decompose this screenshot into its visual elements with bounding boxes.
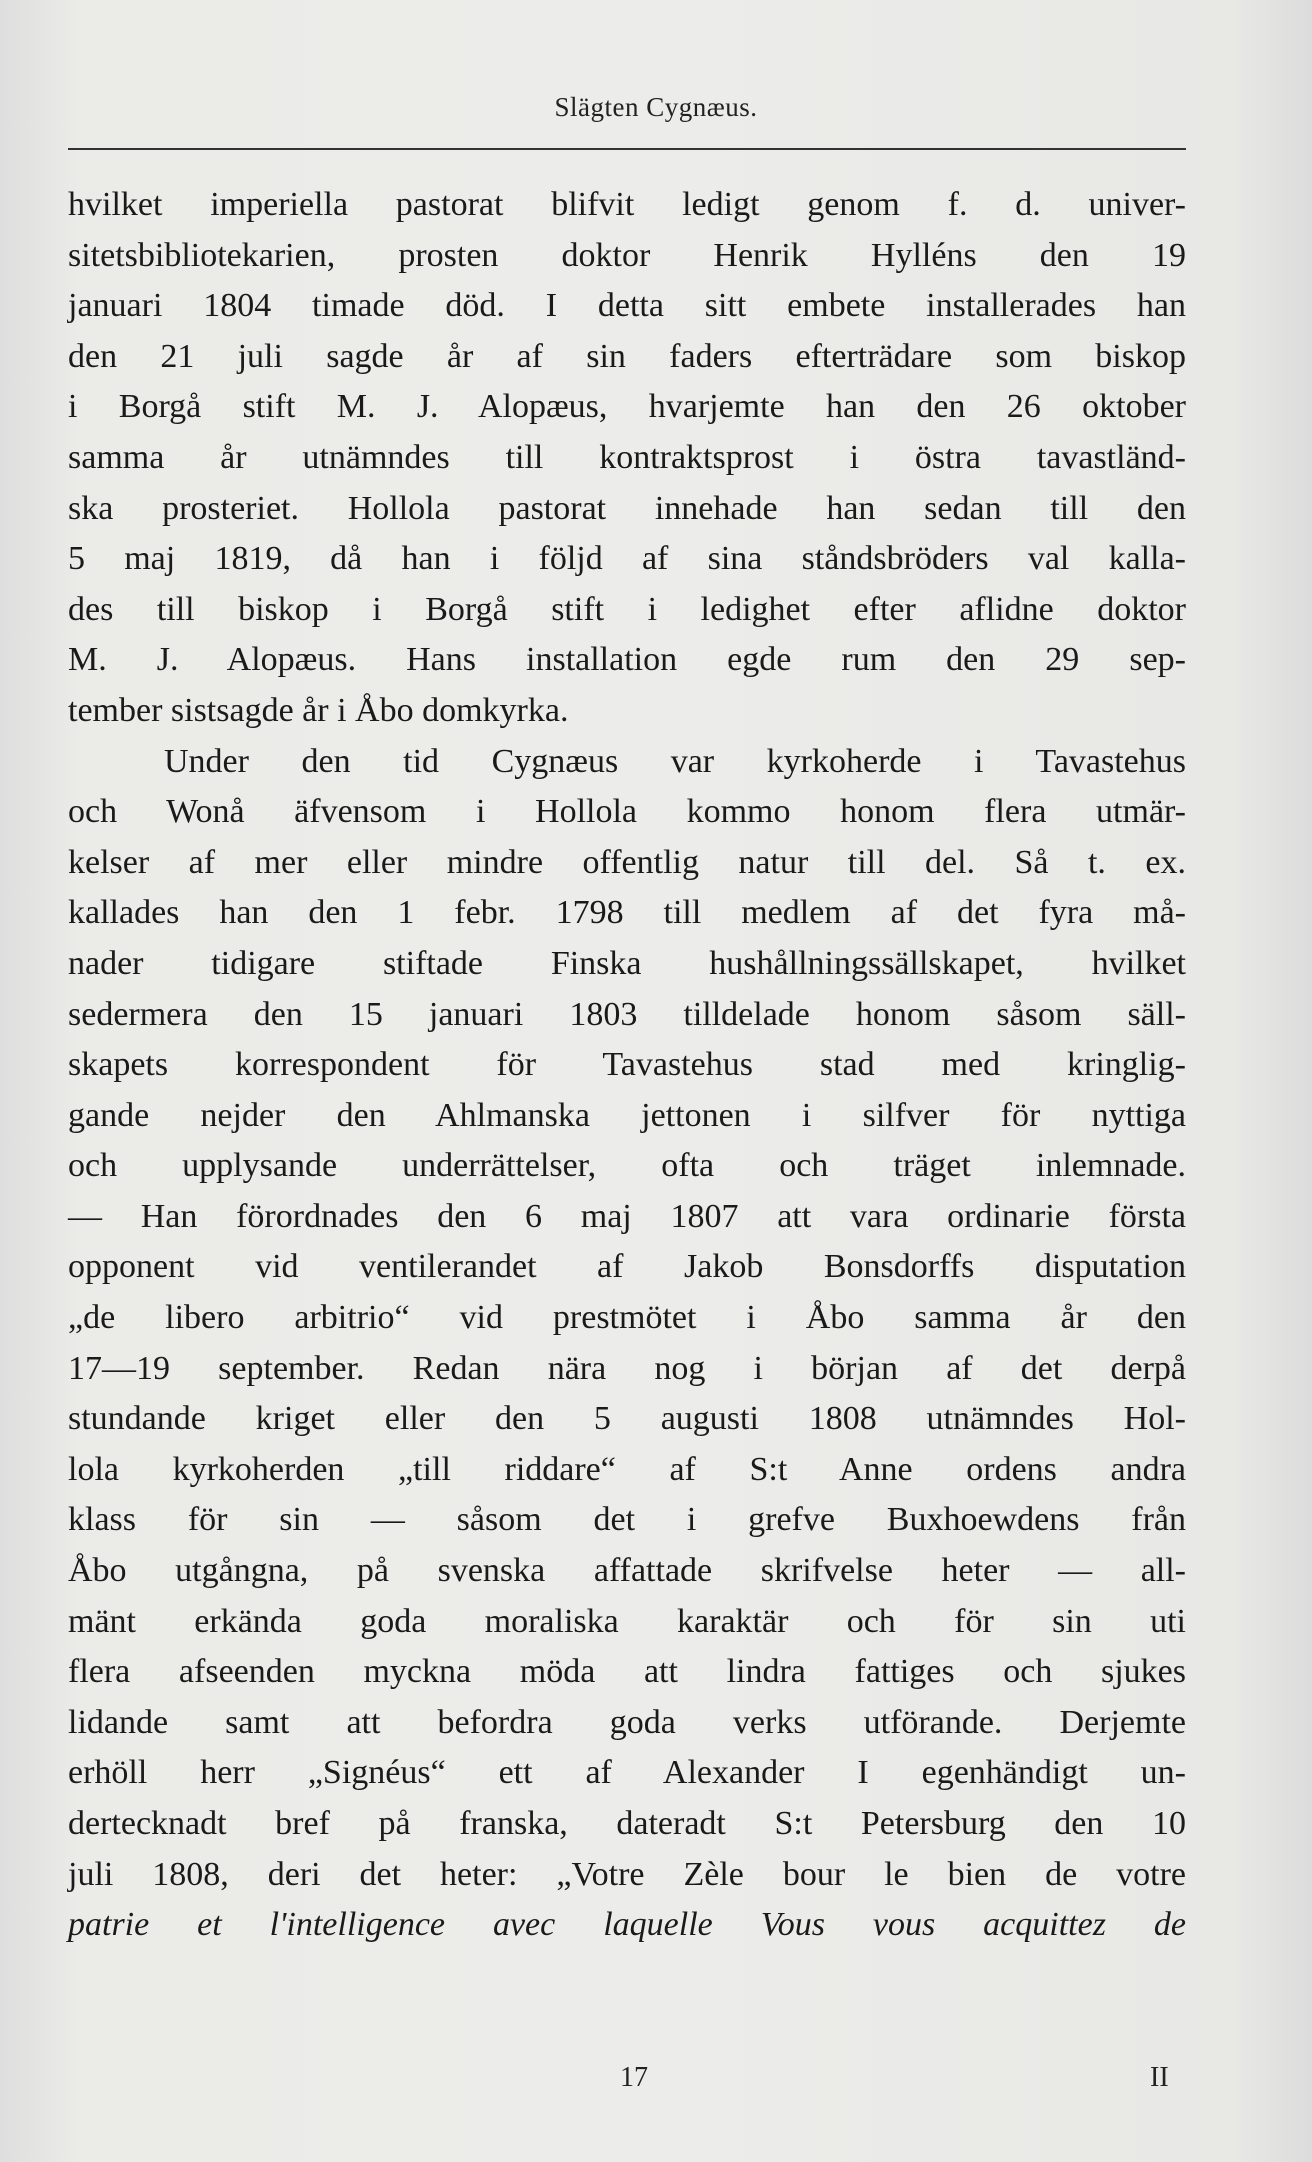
text-line: klass för sin — såsom det i grefve Buxhoewdens från [68, 1501, 1186, 1539]
text-line: samma år utnämndes till kontraktsprost i östra tavastländ- [68, 438, 1186, 476]
text-line: januari 1804 timade död. I detta sitt embete installerades han [68, 287, 1186, 325]
text-line: dertecknadt bref på franska, dateradt S:t Petersburg den 10 [68, 1805, 1186, 1842]
text-line: opponent vid ventilerandet af Jakob Bonsdorffs disputation [68, 1248, 1186, 1286]
text-line: erhöll herr „Signéus“ ett af Alexander I egenhändigt un- [68, 1754, 1186, 1792]
signature-mark: II [1150, 2062, 1169, 2093]
text-line: ska prosteriet. Hollola pastorat innehade han sedan till den [68, 489, 1186, 527]
text-line: „de libero arbitrio“ vid prestmötet i Åbo samma år den [68, 1299, 1186, 1337]
text-line: kelser af mer eller mindre offentlig natur till del. Så t. ex. [68, 843, 1186, 881]
text-line: 17—19 september. Redan nära nog i början af det derpå [68, 1349, 1186, 1387]
running-head: Slägten Cygnæus. [554, 92, 758, 122]
body-text [68, 180, 1186, 1951]
text-line: flera afseenden myckna möda att lindra fattiges och sjukes [68, 1653, 1186, 1691]
page-number: 17 [620, 2062, 648, 2093]
text-line: kallades han den 1 febr. 1798 till medlem af det fyra må- [68, 894, 1186, 932]
text-line: lola kyrkoherden „till riddare“ af S:t Anne ordens andra [68, 1450, 1186, 1488]
text-line: och Wonå äfvensom i Hollola kommo honom flera utmär- [68, 793, 1186, 831]
text-line: tember sistsagde år i Åbo domkyrka. [68, 691, 569, 729]
text-line: sedermera den 15 januari 1803 tilldelade honom såsom säll- [68, 995, 1186, 1033]
header-rule [68, 148, 1186, 150]
text-line: — Han förordnades den 6 maj 1807 att vara ordinarie första [68, 1197, 1186, 1235]
text-line: i Borgå stift M. J. Alopæus, hvarjemte han den 26 oktober [68, 388, 1186, 426]
text-line: gande nejder den Ahlmanska jettonen i silfver för nyttiga [68, 1096, 1186, 1134]
text-line: lidande samt att befordra goda verks utförande. Derjemte [68, 1703, 1186, 1741]
text-line: Under den tid Cygnæus var kyrkoherde i Tavastehus [164, 742, 1186, 780]
text-line: nader tidigare stiftade Finska hushållningssällskapet, hvilket [68, 944, 1186, 982]
text-line: mänt erkända goda moraliska karaktär och för sin uti [68, 1602, 1186, 1640]
text-line: M. J. Alopæus. Hans installation egde rum den 29 sep- [68, 641, 1186, 679]
text-line: des till biskop i Borgå stift i ledighet efter aflidne doktor [68, 590, 1186, 628]
text-line: patrie et l'intelligence avec laquelle Vous vous acquittez de [68, 1906, 1186, 1944]
text-line: och upplysande underrättelser, ofta och träget inlemnade. [68, 1147, 1186, 1185]
text-line: den 21 juli sagde år af sin faders efterträdare som biskop [68, 337, 1186, 375]
text-line: 5 maj 1819, då han i följd af sina ståndsbröders val kalla- [68, 540, 1186, 578]
text-line: Åbo utgångna, på svenska affattade skrifvelse heter — all- [68, 1552, 1186, 1590]
text-line: sitetsbibliotekarien, prosten doktor Henrik Hylléns den 19 [68, 236, 1186, 274]
text-line: stundande kriget eller den 5 augusti 1808 utnämndes Hol- [68, 1400, 1186, 1438]
text-line: hvilket imperiella pastorat blifvit ledigt genom f. d. univer- [68, 186, 1186, 223]
text-line: skapets korrespondent för Tavastehus stad med kringlig- [68, 1046, 1186, 1084]
text-line: juli 1808, deri det heter: „Votre Zèle bour le bien de votre [68, 1855, 1186, 1893]
